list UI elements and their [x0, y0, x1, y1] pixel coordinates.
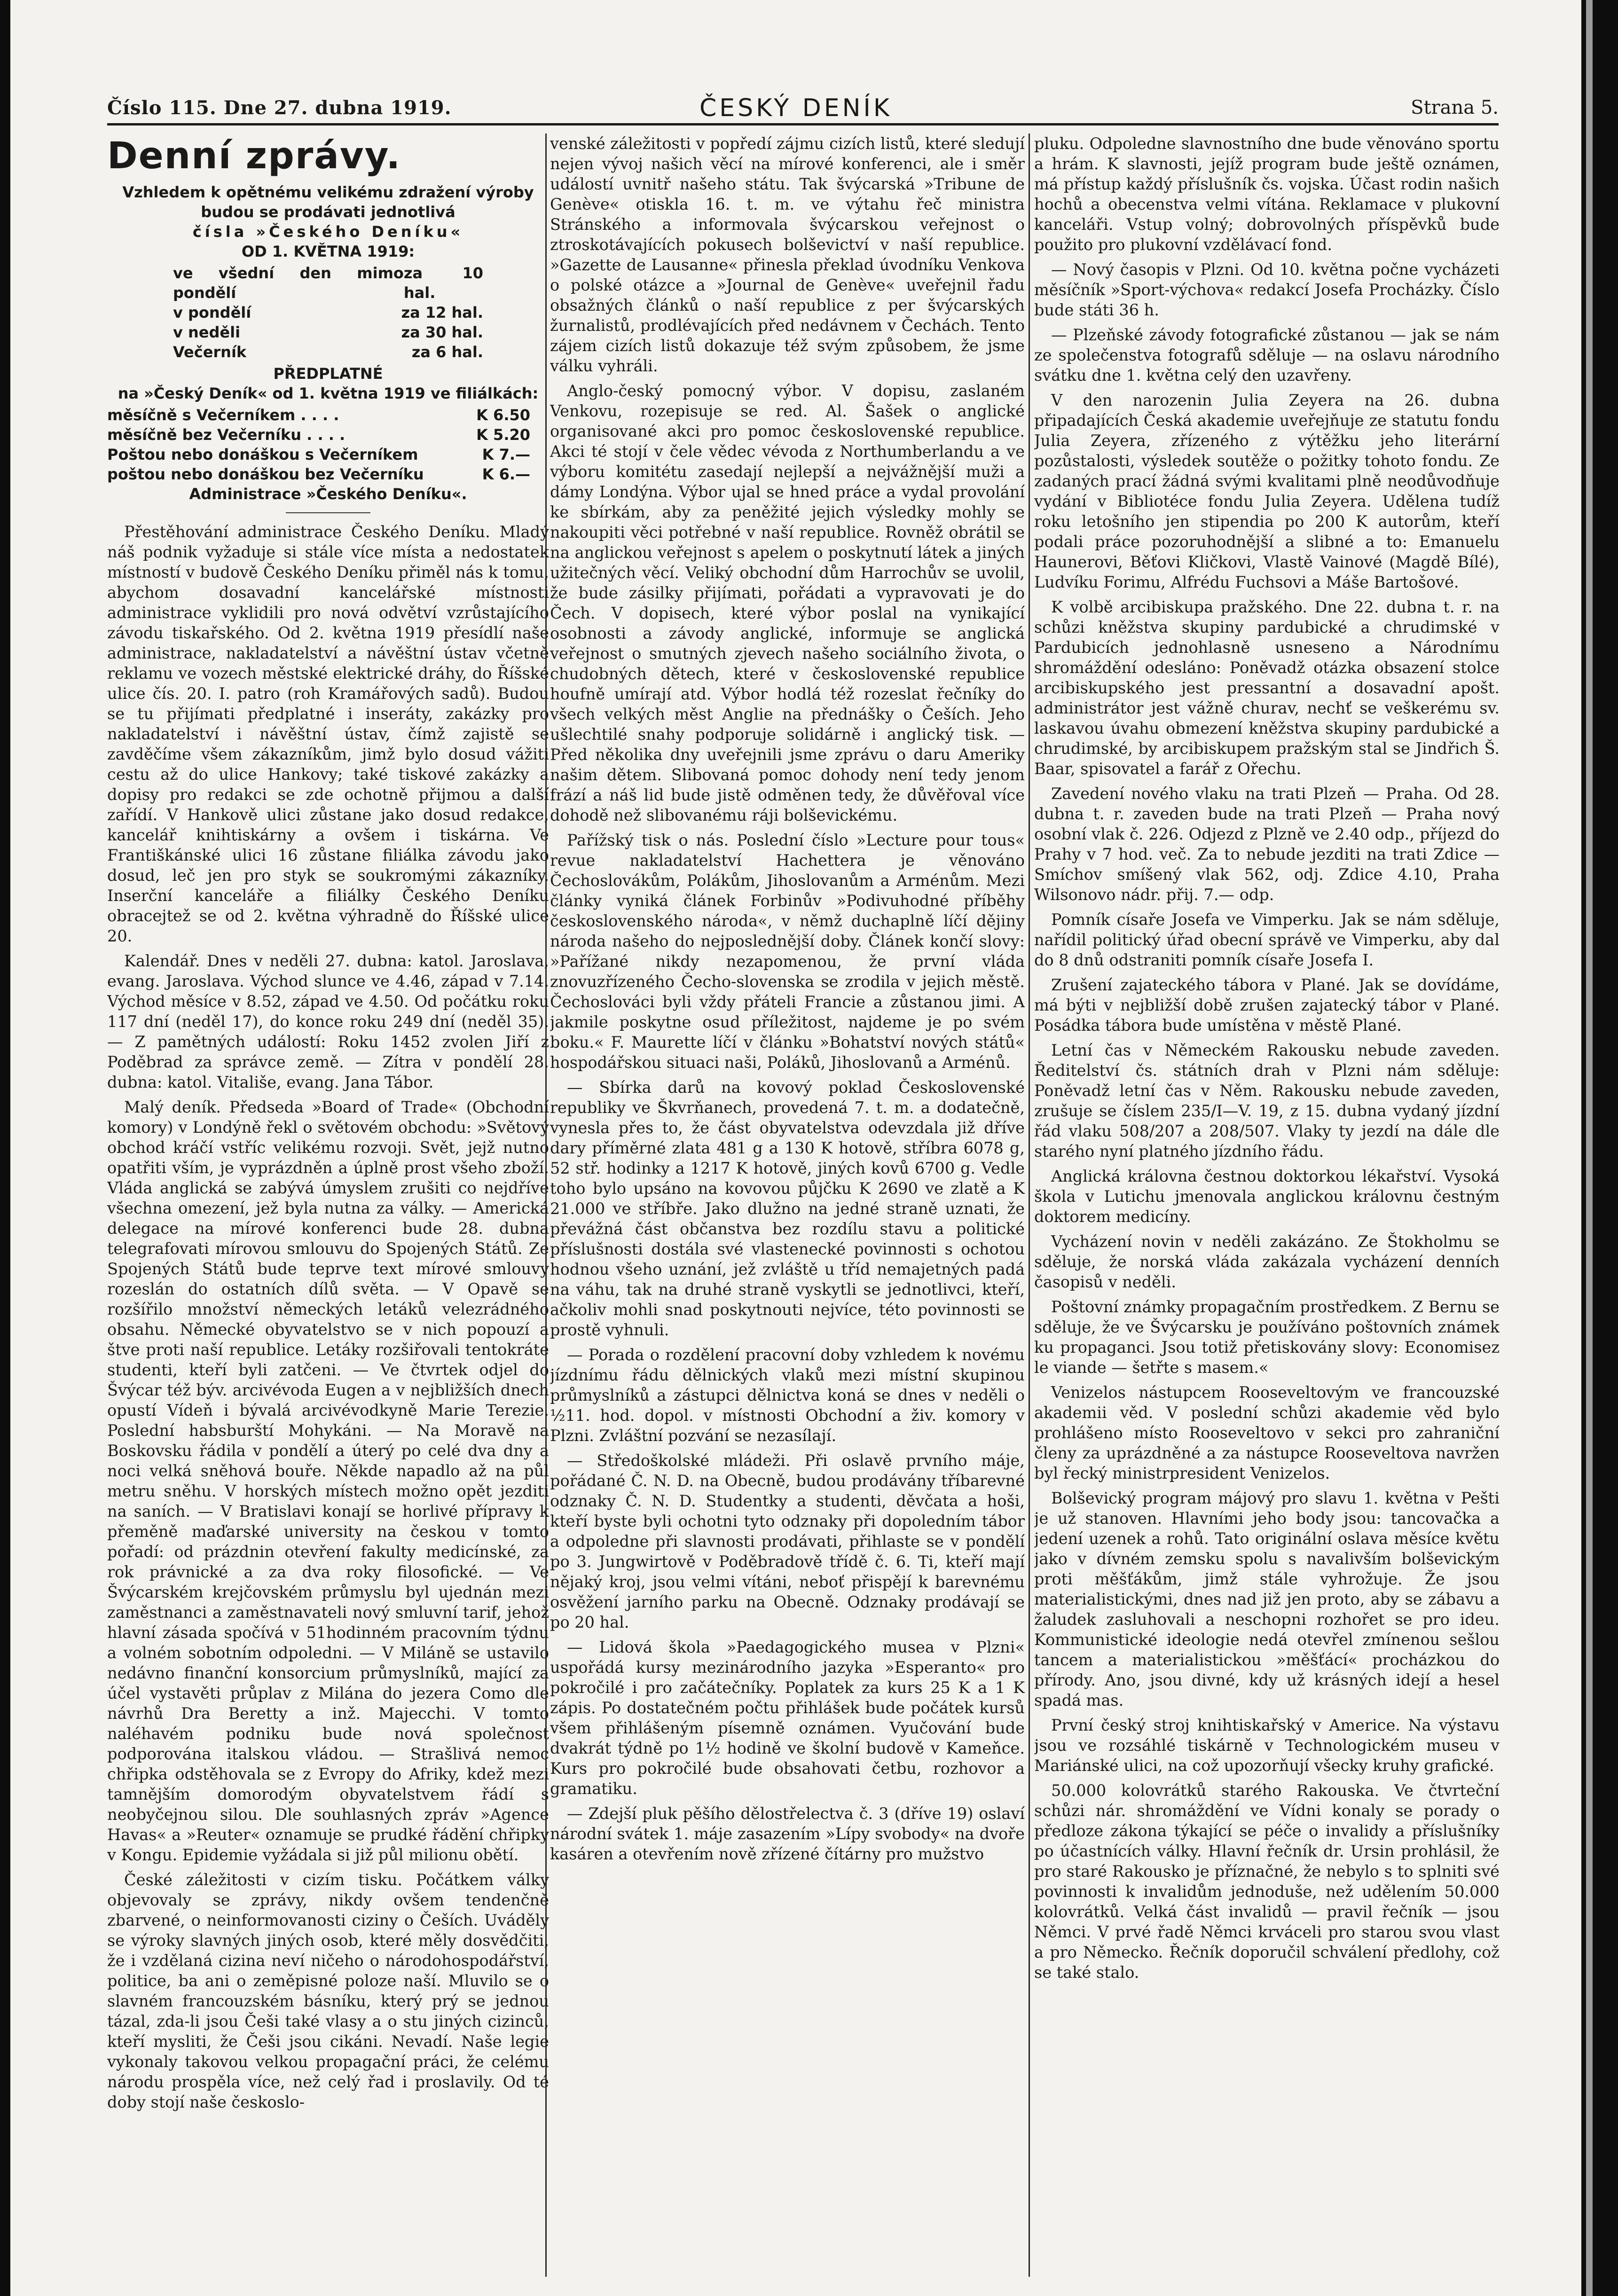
subscription-value: K 6.—: [482, 465, 530, 483]
price-row: [173, 322, 483, 342]
article-pow-camp: Zrušení zajateckého tábora v Plané. Jak se dovídáme, má býti v nejbližší době zrušen zajatecký tábor v Plané. Posádka tábora bude umístěna v městě Plané.: [1034, 976, 1500, 1034]
article-summer-time: Letní čas v Německém Rakousku nebude zaveden. Ředitelství čs. státních drah v Plzni nám sděluje: Poněvadž letní čas v Něm. Rakousku nebude zaveden, zrušuje se číslem 235/I—V. 19, z 15. dubna vydaný jízdní řád vlaku 508/207 a 208/507. Vlaky ty jezdí na dále dle starého nyní platného jízdního řádu.: [1034, 1041, 1500, 1160]
price-value: za 30 hal.: [401, 323, 483, 341]
divider: [286, 512, 370, 513]
column-2: [550, 133, 1025, 2267]
price-label: v pondělí: [173, 304, 251, 321]
article-new-train: Zavedení nového vlaku na trati Plzeň — Praha. Od 28. dubna t. r. zaveden bude na trati Plzeň — Praha nový osobní vlak č. 226. Odjezd z Plzně ve 2.40 odp., příjezd do Prahy v 7 hod. več. Za to nebude jezditi na trati Zdice — Smíchov smíšený vlak 562, odj. Zdice 4.10, Praha Wilsonovo nádr. přij. 7.— odp.: [1034, 784, 1500, 904]
page-header: [107, 92, 1499, 121]
notice-date: OD 1. KVĚTNA 1919:: [241, 243, 415, 260]
subscription-label: Poštou nebo donáškou s Večerníkem: [107, 446, 418, 463]
article-artillery: — Zdejší pluk pěšího dělostřelectva č. 3 (dříve 19) oslaví národní svátek 1. máje zasazením »Lípy svobody« na dvoře kasáren a otevřením nově zřízené čítárny pro mužstvo: [550, 1804, 1025, 1863]
price-label: v neděli: [173, 323, 241, 341]
article-students: — Středoškolské mládeži. Při oslavě prvního máje, pořádané Č. N. D. na Obecně, budou prodávány tříbarevné odznaky Č. N. D. Studentky a studenti, děvčata a hoši, kteří byste byli ochotni tyto odznaky při dopoledním tábor a odpoledne při slavnosti prodávati, přihlaste se v pondělí po 3. Jungwirtově v Poděbradově třídě č. 6. Ti, kteří mají nějaký kroj, jsou velmi vítáni, neboť přispějí k barevnému osvěžení jarního parku na Obecně. Odznaky prodávají se po 20 hal.: [550, 1451, 1025, 1631]
article-barrel-organs: 50.000 kolovrátků starého Rakouska. Ve čtvrteční schůzi nár. shromáždění ve Vídni konaly se porady o předloze zákona týkající se péče o invalidy a příslušníky po účastnících války. Hlavní řečník dr. Ursin prohlásil, že pro staré Rakousko je příznačné, že nebylo s to splniti své povinnosti k invalidům jednoduše, než udělením 50.000 kolovrátků. Velká část invalidů — pravil řečník — jsou Němci. V prvé řadě Němci krváceli pro starou svou vlast a pro Německo. Řečník doporučil schválení předlohy, což se také stalo.: [1034, 1781, 1500, 1982]
subscription-value: K 6.50: [476, 406, 530, 424]
article-queen-doctor: Anglická královna čestnou doktorkou lékařství. Vysoká škola v Lutichu jmenovala anglickou královnu čestným doktorem medicíny.: [1034, 1167, 1500, 1226]
price-table: [173, 263, 483, 362]
subscription-row: [107, 464, 530, 484]
subscription-row: [107, 425, 530, 445]
subscription-title: PŘEDPLATNÉ: [273, 365, 383, 383]
section-title: Denní zprávy.: [107, 135, 401, 177]
header-rule: [107, 123, 1499, 125]
column-rule-2: [1029, 133, 1030, 2277]
subscription-label: poštou nebo donáškou bez Večerníku: [107, 465, 424, 483]
column-3: [1034, 133, 1500, 2267]
subscription-label: měsíčně s Večerníkem . . . .: [107, 406, 339, 424]
price-value: za 6 hal.: [411, 343, 483, 361]
price-row: [173, 303, 483, 322]
subscription-heading: [107, 364, 549, 403]
article-bolshevik-may: Bolševický program májový pro slavu 1. května v Pešti je už stanoven. Hlavními jeho body jsou: tancovačka a jedení uzenek a rohů. Tato originální oslava měsíce květu jako v dívném zemsku spolu s navalivším bolševickým proti měšťákům, jimž stále vyhrožuje. Že jsou materialistickými, dnes nad již jen proto, aby se zábavu a žaludek zasluhovali a neschopni rozhořet se pro ideu. Kommunistické ideologie nedá otevřel zmínenou sešlou tancem a materialistickou »měšťácí« procházkou do přírody. Ano, jsou divné, kdy už krásných idejí a hesel spadá mas.: [1034, 1489, 1500, 1709]
price-notice: [107, 182, 549, 261]
page-number: Strana 5.: [1411, 97, 1499, 118]
price-value: za 12 hal.: [401, 304, 483, 321]
article-monument: Pomník císaře Josefa ve Vimperku. Jak se nám sděluje, nařídil politický úřad obecní správě ve Vimperku, aby dal do 8 dnů odstraniti pomník císaře Josefa I.: [1034, 910, 1500, 969]
price-value: za 10 hal.: [403, 264, 483, 302]
subscription-row: [107, 405, 530, 425]
article-stamps: Poštovní známky propagačním prostředkem. Z Bernu se sděluje, že ve Švýcarsku je používáno poštovních známek ku propaganci. Jsou totiž přetiskovány slovy: Economisez le viande — šetřte s masem.«: [1034, 1298, 1500, 1377]
subscription-label: měsíčně bez Večerníku . . . .: [107, 426, 346, 444]
article-printing-press: První český stroj knihtiskařský v Americe. Na výstavu jsou ve rozsáhlé tiskárně v Technologickém museu v Mariánské ulici, na což upozorňují všecky kruhy grafické.: [1034, 1716, 1500, 1775]
subscription-row: [107, 445, 530, 464]
subscription-intro: na »Český Deník« od 1. května 1919 ve filiálkách:: [118, 384, 539, 402]
subscription-value: K 5.20: [476, 426, 530, 444]
article-metal-collection: — Sbírka darů na kovový poklad Československé republiky ve Škvrňanech, provedená 7. t. m. a dodatečně, vynesla přes to, že část obyvatelstva odevzdala již dříve dary příměrné zlata 481 g a 130 K hotově, stříbra 6078 g, 52 stř. hodinky a 1217 K hotově, jiných kovů 6700 g. Vedle toho bylo upsáno na kovovou půjčku K 2690 ve zlatě a K 21.000 ve stříbře. Jako dlužno na jedné straně uznati, že převážná část občanstva bez rozdílu stavu a politické příslušnosti dostála své vlastenecké povinnosti s ochotou hodnou všeho uznání, jež zvláště u tříd nemajetných padá na váhu, tak na druhé straně vyskytli se jednotlivci, kteří, ačkoliv mohli snad poskytnouti nejvíce, této povinnosti se prostě vyhnuli.: [550, 1078, 1025, 1339]
notice-intro-2: čísla »Českého Deníku«: [192, 223, 464, 241]
subscription-signature: Administrace »Českého Deníku«.: [189, 485, 467, 503]
page-fold: [1586, 0, 1593, 2296]
article-anglo-czech: Anglo-český pomocný výbor. V dopisu, zaslaném Venkovu, rozepisuje se red. Al. Šašek o anglické organisované akci pro pomoc československé republice. Akci té stojí v čele vědec vévoda z Northumberlandu a ve výboru komitétu zasedají nejlepší a nejvážnější muži a dámy Londýna. Výbor ujal se hned práce a vydal provolání ke sbírkám, aby za peněžité jejich výsledky mohly se nakoupiti věci potřebné v naší republice. Rovněž obrátil se na anglickou veřejnost s apelem o poskytnutí látek a jiných užitečných věcí. Veliký obchodní dům Harrochův se uvolil, že bude zásilky přijímati, pořádati a vypravovati je do Čech. V dopisech, které výbor poslal na vynikající osobnosti a závody anglické, informuje se anglická veřejnost o smutných zjevech našeho sociálního života, o chudobných dětech, které v československé republice houfně umírají atd. Výbor hodlá též rozeslat řečníky do všech velkých měst Anglie na přednášky o Češích. Jeho ušlechtilé snahy podporuje solidárně i anglický tisk. — Před několika dny uveřejnili jsme zprávu o daru Ameriky našim dětem. Slibovaná pomoc dohody není tedy jenom frází a náš lid bude jistě odměnen tedy, že důvěřoval více dohodě než slibovanému ráji bolševickému.: [550, 382, 1025, 824]
price-row: [173, 342, 483, 362]
newspaper-title: ČESKÝ DENÍK: [699, 94, 892, 122]
issue-line: Číslo 115. Dne 27. dubna 1919.: [107, 97, 452, 119]
article-foreign-press: České záležitosti v cizím tisku. Počátkem války objevovaly se zprávy, nikdy ovšem tendenčně zbarvené, o neinformovanosti ciziny o Češích. Uváděly se výroky slavných jiných osob, které měly dosvědčiti, že i vzdělaná cizina neví ničeho o národohospodářství, politice, ba ani o zeměpisné poloze naší. Mluvilo se o slavném francouzském básníku, který prý se jednou tázal, zda-li jsou Češi také vlasy a o stu jiných cizinců, kteří mysliti, že Češi jsou cikáni. Nevadí. Naše legie vykonaly takovou velkou propagační práci, že celému národu prospěla více, než celý řad i proslavily. Od té doby stojí naše českoslo-: [107, 1871, 549, 2111]
price-row: [173, 263, 483, 303]
article-small-diary: Malý deník. Předseda »Board of Trade« (Obchodní komory) v Londýně řekl o světovém obchodu: »Světový obchod kráčí vstříc velikému rozvoji. Svět, jejž nutno opatřiti vším, je vyprázdněn a úplně prost všeho zboží. Vláda anglická se zabývá úmyslem zrušiti co nejdříve všechna omezení, jež byla nutna za války. — Americká delegace na mírové konferenci bude 28. dubna telegrafovati mírovou smlouvu do Spojených Států. Ze Spojených Států bude teprve text mírové smlouvy rozeslán do ostatních dílů světa. — V Opavě se rozšířilo množství německých letáků velezrádného obsahu. Německé obyvatelstvo se v nich popouzí a štve proti naší republice. Letáky rozšiřovali tentokráte studenti, kteří byli zatčeni. — Ve čtvrtek odjel do Švýcar též býv. arcivévoda Eugen a v nejbližších dnech opustí Vídeň i bývalá arcivévodkyně Marie Terezie. Poslední habsburští Mohykáni. — Na Moravě na Boskovsku řádila v pondělí a úterý po celé dva dny a noci velká sněhová bouře. Někde napadlo až na půl metru sněhu. V horských místech možno opět jezditi na saních. — V Bratislavi konají se horlivé přípravy k přeměně maďarské university na českou v tomto pořadí: od prázdnin otevření fakulty medicínské, za rok právnické a za dva roky filosofické. — Ve Švýcarském krejčovském průmyslu byl ujednán mezi zaměstnanci a zaměstnavateli nový smluvní tarif, jehož hlavní zásada spočívá v 51hodinném pracovním týdnu a volném sobotním odpoledni. — V Miláně se ustavilo nedávno finanční konsorcium průmyslníků, mající za účel vystavěti průplav z Milána do jezera Como dle návrhů Dra Beretty a inž. Majecchi. V tomto naléhavém podniku bude nová společnost podporována italskou vládou. — Strašlivá nemoc chřipka odstěhovala se z Evropy do Afriky, kdež mezi tamnějším domorodým obyvatelstvem řádí s neobyčejnou silou. Dle souhlasných zpráv »Agence Havas« a »Reuter« oznamuje se prudké řádění chřipky v Kongu. Epidemie vyžádala si již půl milionu obětí.: [107, 1098, 549, 1864]
article-paris-press: Pařížský tisk o nás. Poslední číslo »Lecture pour tous« revue nakladatelství Hachettera je věnováno Čechoslovákům, Polákům, Jihoslovanům a Arménům. Mezi články vyniká článek Forbinův »Podivuhodné příběhy československého národa«, v němž duchaplně líčí dějiny národa našeho do nejposlednější doby. Článek končí slovy: »Pařížané nikdy nezapomenou, že první vláda znovuzřízeného Čecho-slovenska se zrodila v jejich městě. Čechoslováci byli vždy přáteli Francie a zůstanou jimi. A jakmile poskytne osud příležitost, najdeme je po svém boku.« F. Maurette líčí v článku »Bohatství nových států« hospodářskou situaci naši, Poláků, Jihoslovanů a Arménů.: [550, 831, 1025, 1072]
article-photo-studios: — Plzeňské závody fotografické zůstanou — jak se nám ze společenstva fotografů sděluje — na oslavu národního svátku dne 1. května celý den uzavřeny.: [1034, 326, 1500, 384]
notice-intro: Vzhledem k opětnému velikému zdražení výroby budou se prodávati jednotlivá: [122, 183, 534, 221]
article-sunday-papers: Vycházení novin v neděli zakázáno. Ze Štokholmu se sděluje, že norská vláda zakázala vycházení denních časopisů v neděli.: [1034, 1232, 1500, 1291]
column-1: [107, 133, 549, 2267]
subscription-value: K 7.—: [482, 446, 530, 463]
article-folk-school: — Lidová škola »Paedagogického musea v Plzni« uspořádá kursy mezinárodního jazyka »Esperanto« pro pokročilé i pro začátečníky. Poplatek za kurs 25 K a 1 K zápis. Po dostatečném počtu přihlášek bude počátek kursů všem přihlášeným písemně oznámen. Vyučování bude dvakrát týdně po 1½ hodině ve školní budově v Kameňce. Kurs pro pokročilé bude obsahovati četbu, rozhovor a gramatiku.: [550, 1638, 1025, 1798]
article-venizelos: Venizelos nástupcem Rooseveltovým ve francouzské akademii věd. V poslední schůzi akademie věd bylo prohlášeno místo Rooseveltovo v sekci pro zahraniční členy za uprázdněné a za nástupce Rooseveltova navržen byl řecký ministrpresident Venizelos.: [1034, 1383, 1500, 1482]
article-zeyer: V den narozenin Julia Zeyera na 26. dubna připadajících Česká akademie uveřejňuje ze statutu fondu Julia Zeyera, zřízeného z výtěžku jeho literární pozůstalosti, výsledek soutěže o požitky tohoto fondu. Ze zadaných prací žádná svými kvalitami plně neodůvodňuje vydání v Bibliotéce fondu Julia Zeyera. Udělena tudíž roku letošního jen stipendia po 200 K autorům, kteří podali práce pozoruhodnější a slibné a to: Emanuelu Haunerovi, Běťovi Kličkovi, Vlastě Vainové (Magdě Bílé), Ludvíku Forimu, Alfrédu Fuchsovi a Máše Bartošové.: [1034, 391, 1500, 591]
article-work-hours: — Porada o rozdělení pracovní doby vzhledem k novému jízdnímu řádu dělnických vlaků mezi místní skupinou průmyslníků a zástupci dělnictva koná se dnes v neděli o ½11. hod. dopol. v místnosti Obchodní a živ. komory v Plzni. Zvláštní pozvání se nezasílají.: [550, 1346, 1025, 1445]
scan-border-left: [0, 0, 10, 2296]
article-foreign-press-cont: venské záležitosti v popředí zájmu cizích listů, které sledují nejen vývoj našich věcí na mírové konferenci, ale i směr událostí uvnitř našeho státu. Tak švýcarská »Tribune de Genève« otiskla 16. t. m. ve výtahu řeč ministra Stránského a informovala švýcarskou veřejnost o ztroskotávajících pokusech bolševictví v naší republice. »Gazette de Lausanne« přinesla překlad úvodníku Venkova o polské otázce a »Journal de Genève« uveřejnil řadu obsažných článků o naší republice z per švýcarských žurnalistů, prodlévajících před nedávnem v Čechách. Tento zájem cizích listů dokazuje též svým způsobem, že jsme válku vyhráli.: [550, 134, 1025, 375]
article-new-magazine: — Nový časopis v Plzni. Od 10. května počne vycházeti měsíčník »Sport-výchova« redakcí Josefa Procházky. Číslo bude státi 36 h.: [1034, 260, 1500, 319]
price-label: Večerník: [173, 343, 247, 361]
scan-border-right: [1581, 0, 1618, 2296]
article-archbishop: K volbě arcibiskupa pražského. Dne 22. dubna t. r. na schůzi kněžstva skupiny pardubické a chrudimské v Pardubicích jednohlasně usneseno a Národnímu shromáždění odesláno: Poněvadž otázka obsazení stolce arcibiskupského jest pressantní a dosavadní apošt. administrátor jest vážně churav, nechť se veškerému sv. laskavou úvahu obmezení kněžstva skupiny pardubické a chrudimské, by arcibiskupem pražským stal se Jindřich Š. Baar, spisovatel a farář z Ořechu.: [1034, 598, 1500, 778]
article-calendar: Kalendář. Dnes v neděli 27. dubna: katol. Jaroslava, evang. Jaroslava. Východ slunce ve 4.46, západ v 7.14. Východ měsíce v 8.52, západ ve 4.50. Od počátku roku 117 dní (neděl 17), do konce roku 249 dní (neděl 35). — Z pamětných událostí: Roku 1452 zvolen Jiří z Poděbrad za správce země. — Zítra v pondělí 28. dubna: katol. Vitališe, evang. Jana Tábor.: [107, 952, 549, 1091]
subscription-table: [107, 405, 530, 484]
article-administration: Přestěhování administrace Českého Deníku. Mladý náš podnik vyžaduje si stále více místa a nedostatek místností v budově Českého Deníku přiměl nás k tomu, abychom dosavadní kancelářské místnosti administrace vyklidili pro nová odvětví vzrůstajícího závodu tiskařského. Od 2. května 1919 přesídlí naše administrace, nakladatelství a návěštní ústav včetně reklamu ve vozech městské elektrické dráhy, do Říšské ulice čís. 20. I. patro (roh Kramářových sadů). Budou se tu přijímati předplatné i inseráty, zakázky pro nakladatelství i návěštní ústav, čímž zajistě se zavděčíme všem zákazníkům, jimž bylo dosud vážiti cestu až do ulice Hankovy; také tiskové zakázky a dopisy pro redakci se zde ochotně přijmou a další zařídí. V Hankově ulici zůstane jako dosud redakce, kancelář knihtiskárny a ovšem i tiskárna. Ve Františkánské ulici 16 zůstane filiálka závodu jako dosud, leč jen pro styk se soukromými zákazníky. Inserční kanceláře a filiálky Českého Deníku obracejtež se od 2. května výhradně do Říšské ulice 20.: [107, 523, 549, 945]
price-label: ve všední den mimo pondělí: [173, 264, 404, 302]
article-artillery-cont: pluku. Odpoledne slavnostního dne bude věnováno sportu a hrám. K slavnosti, jejíž program bude ještě oznámen, má přístup každý příslušník čs. vojska. Účast rodin našich hochů a obecenstva velmi vítána. Reklamace v plukovní kanceláři. Vstup volný; dobrovolných příspěvků bude použito pro plukovní vzdělávací fond.: [1034, 134, 1500, 254]
